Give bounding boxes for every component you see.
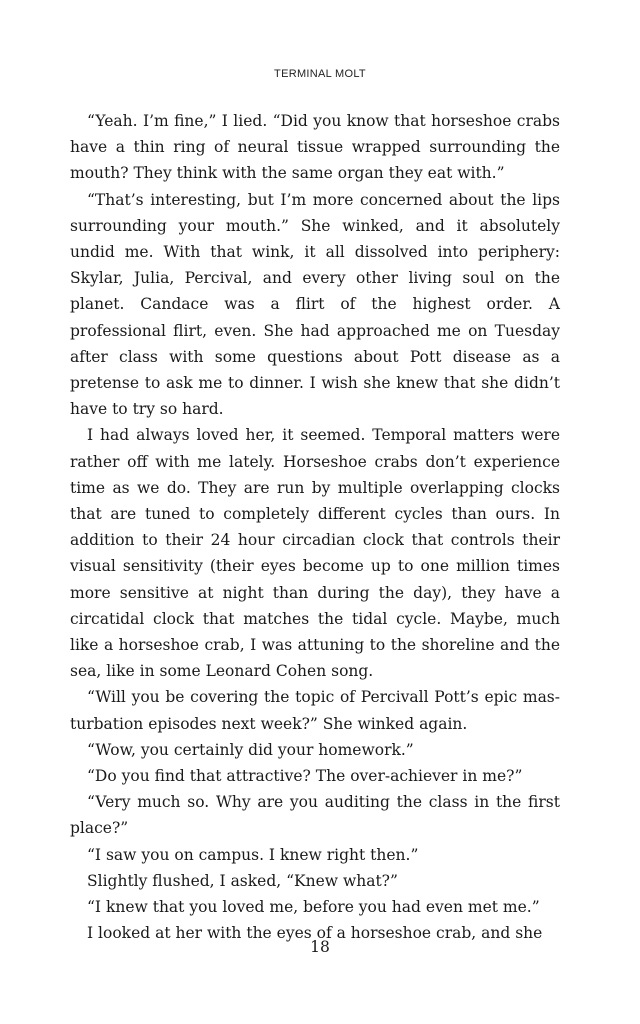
paragraph: “Will you be covering the topic of Percivall Pott’s epic mas-turbation episodes next week?” She winked again. bbox=[70, 688, 560, 733]
paragraph: “I saw you on campus. I knew right then.” bbox=[87, 845, 419, 864]
body-text bbox=[70, 108, 560, 947]
paragraph: I had always loved her, it seemed. Temporal matters were rather off with me lately. Horseshoe crabs don’t experience time as we do. They are run by multiple overlapping clocks that are tuned to completely different cycles than ours. In addition to their 24 hour circadian clock that controls their visual sensitivity (their eyes become up to one million times more sensitive at night than during the day), they have a circatidal clock that matches the tidal cycle. Maybe, much like a horseshoe crab, I was attuning to the shoreline and the sea, like in some Leonard Cohen song. bbox=[70, 426, 560, 681]
paragraph: “Very much so. Why are you auditing the class in the first place?” bbox=[70, 793, 560, 838]
paragraph: “I knew that you loved me, before you had even met me.” bbox=[87, 898, 540, 917]
page-number: 18 bbox=[310, 938, 330, 956]
running-head: TERMINAL MOLT bbox=[274, 68, 366, 80]
paragraph: Slightly flushed, I asked, “Knew what?” bbox=[87, 871, 398, 890]
paragraph: “That’s interesting, but I’m more concerned about the lips surrounding your mouth.” She winked, and it absolutely undid me. With that wink, it all dissolved into periphery: Skylar, Julia, Percival, and every other living soul on the planet. Candace was a flirt of the highest order. A professional flirt, even. She had approached me on Tuesday after class with some questions about Pott disease as a pretense to ask me to dinner. I wish she knew that she didn’t have to try so hard. bbox=[70, 190, 560, 419]
paragraph: “Yeah. I’m fine,” I lied. “Did you know that horseshoe crabs have a thin ring of neural tissue wrapped surrounding the mouth? They think with the same organ they eat with.” bbox=[70, 112, 560, 183]
paragraph: “Wow, you certainly did your homework.” bbox=[87, 740, 414, 759]
paragraph: I looked at her with the eyes of a horseshoe crab, and she bbox=[87, 924, 543, 943]
paragraph: “Do you find that attractive? The over-achiever in me?” bbox=[87, 767, 523, 786]
